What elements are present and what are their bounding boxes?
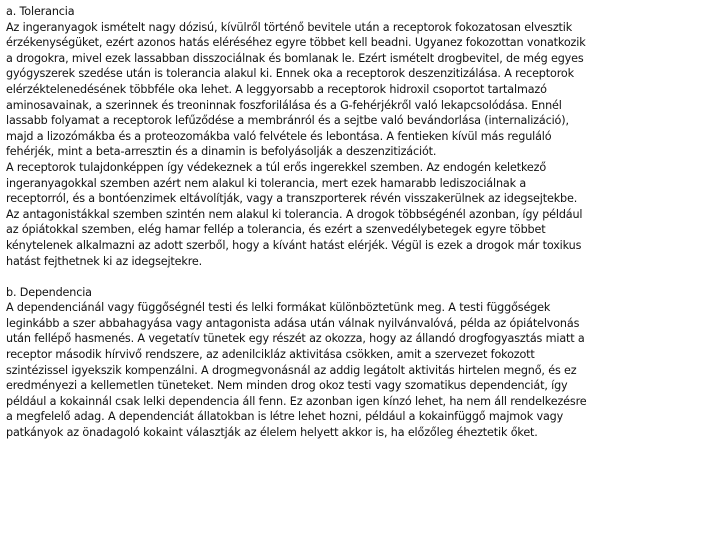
text-line: elérzéktelenedésének többféle oka lehet. A leggyorsabb a receptorok hidroxil csoportot tartalmazó xyxy=(6,82,547,96)
text-line: például a kokainnál csak lelki dependencia áll fenn. Ez azonban igen kínzó lehet, ha nem áll rendelkezésre xyxy=(6,394,587,408)
text-line: aminosavainak, a szerinnek és treoninnak foszforilálása és a G-fehérjékről való lekapcsolódása. Ennél xyxy=(6,98,562,112)
section-a-heading: a. Tolerancia xyxy=(6,5,75,18)
text-line: után fellépő hasmenés. A vegetatív tünetek egy részét az okozza, hogy az állandó drogfogyasztás miatt a xyxy=(6,332,585,346)
text-line: receptorról, és a bontóenzimek eltávolítják, vagy a transzporterek révén visszakerülnek az idegsejtekbe. xyxy=(6,192,578,206)
text-line: a drogokra, mivel ezek lassabban disszociálnak és bomlanak le. Ezért ismételt drogbevitel, de még egyes xyxy=(6,51,584,65)
document-page xyxy=(6,4,716,441)
section-gap xyxy=(6,269,716,285)
section-b-heading: b. Dependencia xyxy=(6,285,92,299)
text-line: a megfelelő adag. A dependenciát állatokban is létre lehet hozni, például a kokainfüggő majmok vagy xyxy=(6,410,564,424)
text-line: receptor második hírvivő rendszere, az adenilcikláz aktivitása csökken, amit a szervezet fokozott xyxy=(6,348,535,362)
text-line: érzékenységüket, ezért azonos hatás eléréséhez egyre többet kell beadni. Ugyanez fokozottan vonatkozik xyxy=(6,36,586,50)
text-line: fehérjék, mint a beta-arresztin és a dinamin is befolyásolják a deszenzitizációt. xyxy=(6,145,437,159)
text-line: szintézissel igyekszik kompenzálni. A drogmegvonásnál az addig legátolt aktivitás hirtelen megnő, és ez xyxy=(6,363,577,377)
text-line: lassabb folyamat a receptorok lefűződése a membránról és a sejtbe való bevándorlása (internalizáció), xyxy=(6,114,569,128)
text-line: az ópiátokkal szemben, elég hamar fellép a tolerancia, és ezért a szenvedélybetegek egyre többet xyxy=(6,223,546,237)
text-line: A dependenciánál vagy függőségnél testi és lelki formákat különböztetünk meg. A testi függőségek xyxy=(6,301,551,315)
text-line: gyógyszerek szedése után is tolerancia alakul ki. Ennek oka a receptorok deszenzitizálása. A receptorok xyxy=(6,67,574,81)
text-line: Az antagonistákkal szemben szintén nem alakul ki tolerancia. A drogok többségénél azonban, így például xyxy=(6,207,583,221)
section-b-paragraph-1 xyxy=(6,300,716,440)
text-line: eredményezi a kellemetlen tüneteket. Nem minden drog okoz testi vagy szomatikus dependenciát, így xyxy=(6,379,568,393)
text-line: Az ingeranyagok ismételt nagy dózisú, kívülről történő bevitele után a receptorok fokozatosan elvesztik xyxy=(6,20,573,34)
text-line: kénytelenek alkalmazni az adott szerből, hogy a kívánt hatást elérjék. Végül is ezek a drogok már toxikus xyxy=(6,238,582,252)
text-line: leginkább a szer abbahagyása vagy antagonista adása után válnak nyilvánvalóvá, példa az ópiátelvonás xyxy=(6,316,580,330)
section-a-paragraph-2 xyxy=(6,160,716,269)
text-line: majd a lizozómákba és a proteozomákba való felvétele és lebontása. A fentieken kívül más reguláló xyxy=(6,129,552,143)
text-line: ingeranyagokkal szemben azért nem alakul ki tolerancia, mert ezek hamarabb lediszociálnak a xyxy=(6,176,527,190)
text-line: patkányok az önadagoló kokaint választják az élelem helyett akkor is, ha előzőleg éheztetik őket. xyxy=(6,426,538,440)
section-a-paragraph-1 xyxy=(6,20,716,160)
text-line: hatást fejthetnek ki az idegsejtekre. xyxy=(6,254,203,268)
text-line: A receptorok tulajdonképpen így védekeznek a túl erős ingerekkel szemben. Az endogén keletkező xyxy=(6,160,547,174)
